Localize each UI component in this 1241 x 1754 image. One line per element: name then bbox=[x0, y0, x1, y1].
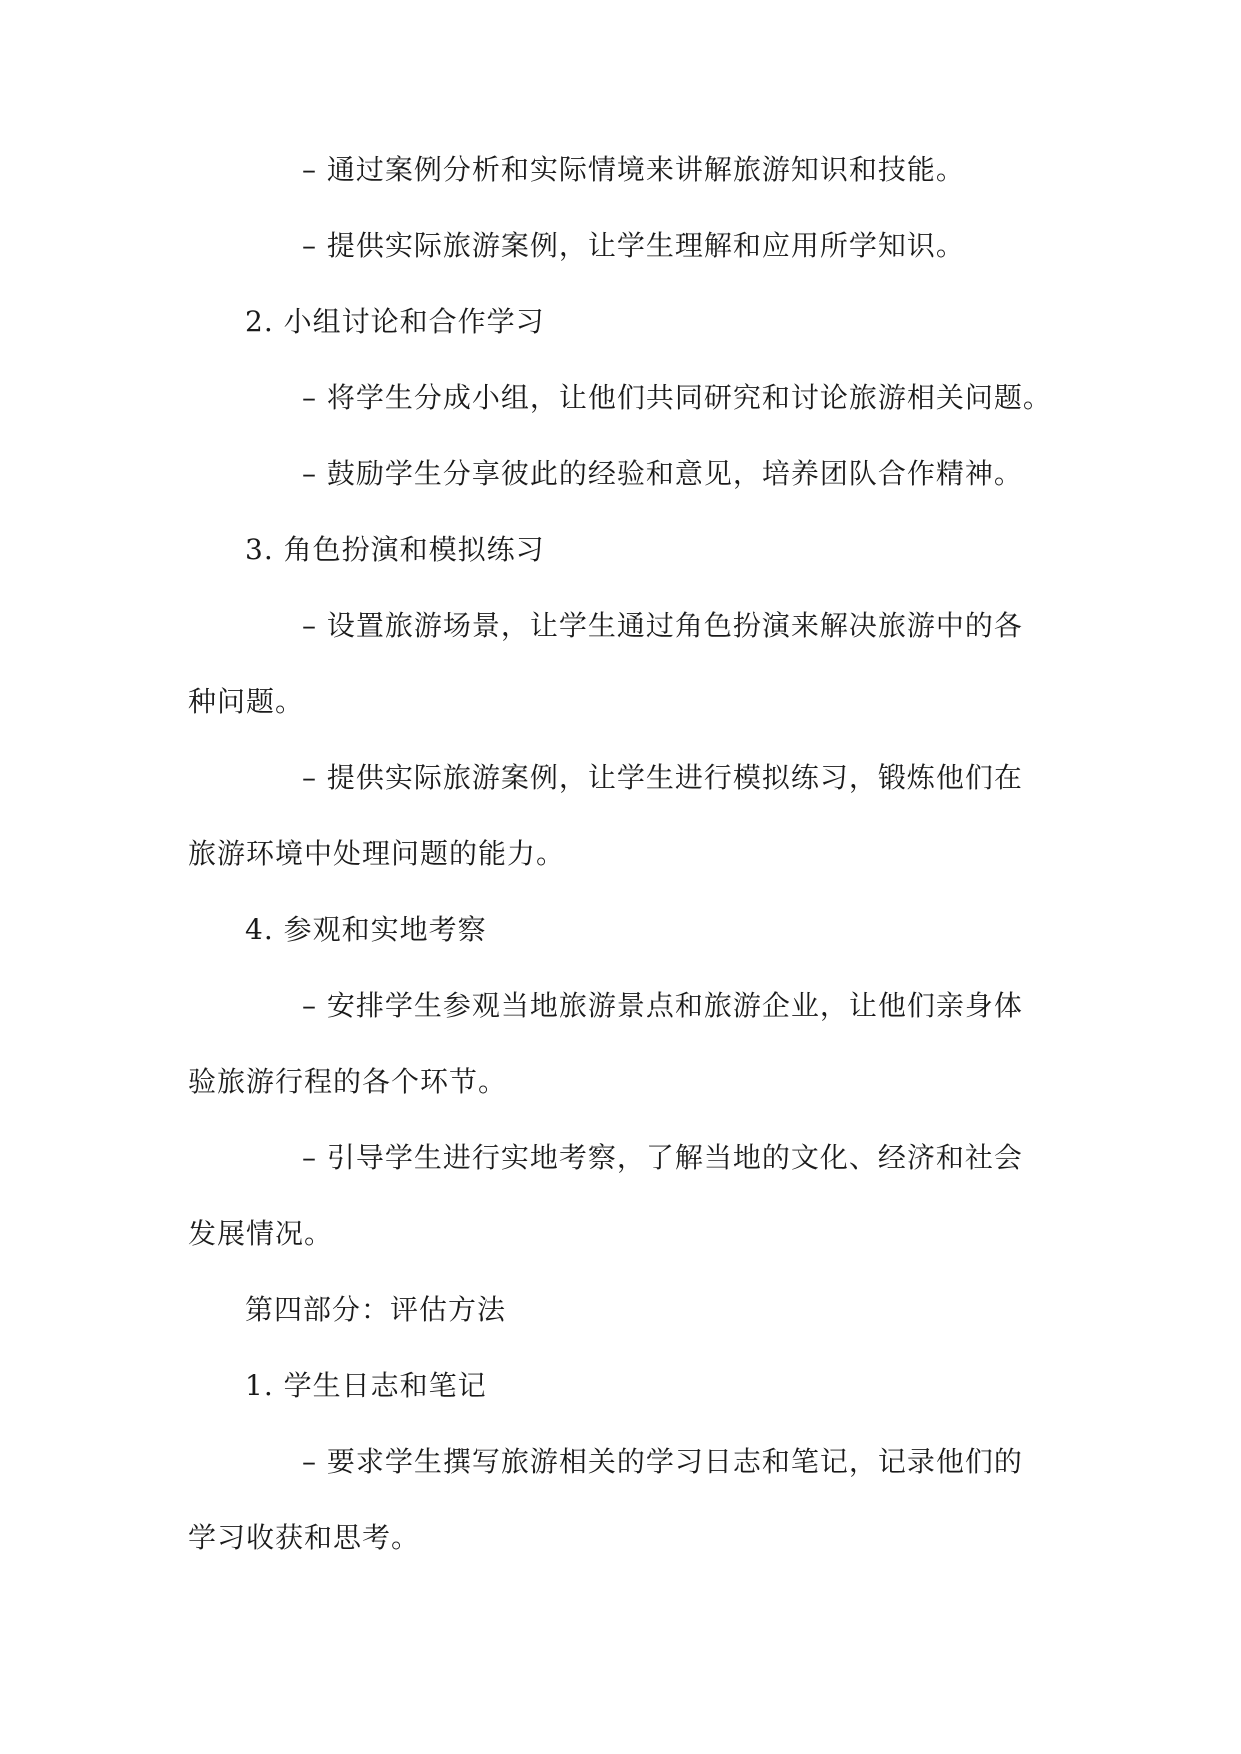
bullet-line: – 通过案例分析和实际情境来讲解旅游知识和技能。 bbox=[302, 153, 965, 186]
bullet-line: – 提供实际旅游案例，让学生理解和应用所学知识。 bbox=[302, 229, 965, 262]
bullet-line: – 安排学生参观当地旅游景点和旅游企业，让他们亲身体 bbox=[302, 989, 1023, 1022]
section-heading: 3. 角色扮演和模拟练习 bbox=[245, 533, 545, 566]
continuation-line: 验旅游行程的各个环节。 bbox=[188, 1065, 508, 1098]
continuation-line: 旅游环境中处理问题的能力。 bbox=[188, 837, 566, 870]
bullet-line: – 引导学生进行实地考察，了解当地的文化、经济和社会 bbox=[302, 1141, 1023, 1174]
section-heading: 1. 学生日志和笔记 bbox=[245, 1369, 487, 1402]
continuation-line: 种问题。 bbox=[188, 685, 305, 718]
bullet-line: – 将学生分成小组，让他们共同研究和讨论旅游相关问题。 bbox=[302, 381, 1052, 414]
part-heading: 第四部分：评估方法 bbox=[245, 1293, 507, 1326]
bullet-line: – 设置旅游场景，让学生通过角色扮演来解决旅游中的各 bbox=[302, 609, 1023, 642]
bullet-line: – 鼓励学生分享彼此的经验和意见，培养团队合作精神。 bbox=[302, 457, 1023, 490]
continuation-line: 发展情况。 bbox=[188, 1217, 334, 1250]
continuation-line: 学习收获和思考。 bbox=[188, 1521, 421, 1554]
bullet-line: – 提供实际旅游案例，让学生进行模拟练习，锻炼他们在 bbox=[302, 761, 1023, 794]
section-heading: 4. 参观和实地考察 bbox=[245, 913, 487, 946]
bullet-line: – 要求学生撰写旅游相关的学习日志和笔记，记录他们的 bbox=[302, 1445, 1023, 1478]
section-heading: 2. 小组讨论和合作学习 bbox=[245, 305, 545, 338]
